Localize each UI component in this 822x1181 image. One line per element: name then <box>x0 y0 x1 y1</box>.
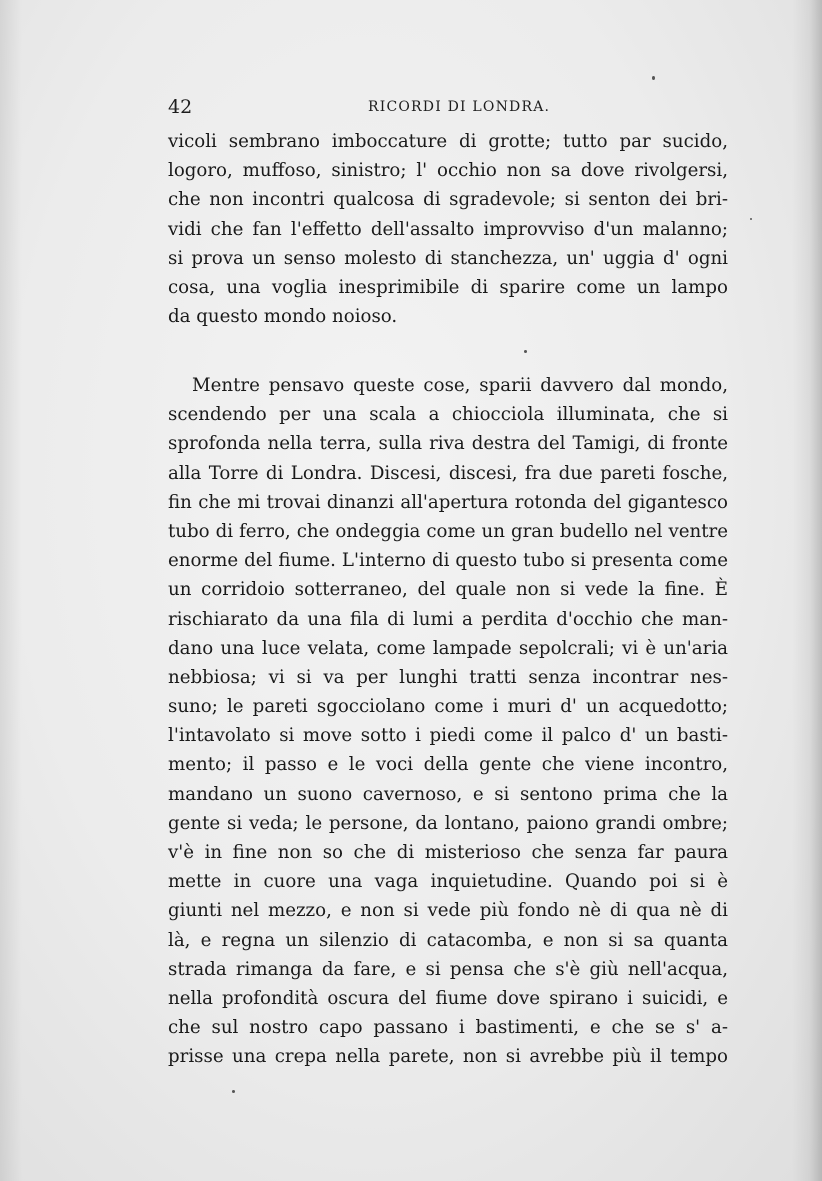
ink-speck <box>750 218 752 220</box>
text-line: gente si veda; le persone, da lontano, paiono grandi ombre; <box>168 812 728 834</box>
text-line: alla Torre di Londra. Discesi, discesi, fra due pareti fosche, <box>168 462 728 484</box>
text-line: strada rimanga da fare, e si pensa che s'è giù nell'acqua, <box>168 958 728 980</box>
text-line: vicoli sembrano imboccature di grotte; tutto par sucido, <box>168 131 728 152</box>
text-line: giunti nel mezzo, e non si vede più fondo nè di qua nè di <box>168 900 728 922</box>
text-line: v'è in fine non so che di misterioso che senza far paura <box>168 842 728 863</box>
text-line: mette in cuore una vaga inquietudine. Quando poi si è <box>168 871 728 893</box>
text-line: che non incontri qualcosa di sgradevole; si senton dei bri- <box>168 189 728 211</box>
paragraph-2 <box>168 371 728 1072</box>
page-left-shadow <box>0 0 22 1181</box>
text-line: nella profondità oscura del fiume dove spirano i suicidi, e <box>168 987 728 1009</box>
text-line: da questo mondo noioso. <box>168 306 398 328</box>
text-line: un corridoio sotterraneo, del quale non si vede la fine. È <box>168 579 728 601</box>
page-gutter-shadow <box>792 0 822 1181</box>
text-line: scendendo per una scala a chiocciola illuminata, che si <box>168 404 728 426</box>
paragraph-1 <box>168 127 728 331</box>
running-head: RICORDI DI LONDRA. <box>368 99 551 115</box>
ink-speck <box>232 1090 235 1093</box>
text-line: che sul nostro capo passano i bastimenti, e che se s' a- <box>168 1017 728 1039</box>
text-line: si prova un senso molesto di stanchezza, un' uggia d' ogni <box>168 247 728 269</box>
text-line: mandano un suono cavernoso, e si sentono prima che la <box>168 783 728 805</box>
text-line: sprofonda nella terra, sulla riva destra del Tamigi, di fronte <box>168 433 728 455</box>
text-line: suno; le pareti sgocciolano come i muri d' un acquedotto; <box>168 696 728 718</box>
text-line: cosa, una voglia inesprimibile di sparire come un lampo <box>168 276 728 298</box>
text-line: nebbiosa; vi si va per lunghi tratti senza incontrar nes- <box>168 666 728 688</box>
text-line: fin che mi trovai dinanzi all'apertura rotonda del gigantesco <box>168 491 728 513</box>
text-line: l'intavolato si move sotto i piedi come il palco d' un basti- <box>168 725 728 747</box>
page-number: 42 <box>168 96 193 118</box>
ink-speck <box>652 76 655 80</box>
text-line: tubo di ferro, che ondeggia come un gran budello nel ventre <box>168 520 728 542</box>
text-line: là, e regna un silenzio di catacomba, e non si sa quanta <box>168 929 728 951</box>
text-line: vidi che fan l'effetto dell'assalto improvviso d'un malanno; <box>168 218 728 240</box>
text-line: mento; il passo e le voci della gente che viene incontro, <box>168 754 728 776</box>
text-line: logoro, muffoso, sinistro; l' occhio non sa dove rivolgersi, <box>168 160 728 182</box>
ink-speck <box>524 350 527 353</box>
page-header <box>168 96 728 120</box>
text-line: prisse una crepa nella parete, non si avrebbe più il tempo <box>168 1046 728 1068</box>
text-line: enorme del fiume. L'interno di questo tubo si presenta come <box>168 550 728 572</box>
text-line: Mentre pensavo queste cose, sparii davvero dal mondo, <box>192 375 728 396</box>
text-line: rischiarato da una fila di lumi a perdita d'occhio che man- <box>168 608 728 630</box>
text-line: dano una luce velata, come lampade sepolcrali; vi è un'aria <box>168 637 728 659</box>
